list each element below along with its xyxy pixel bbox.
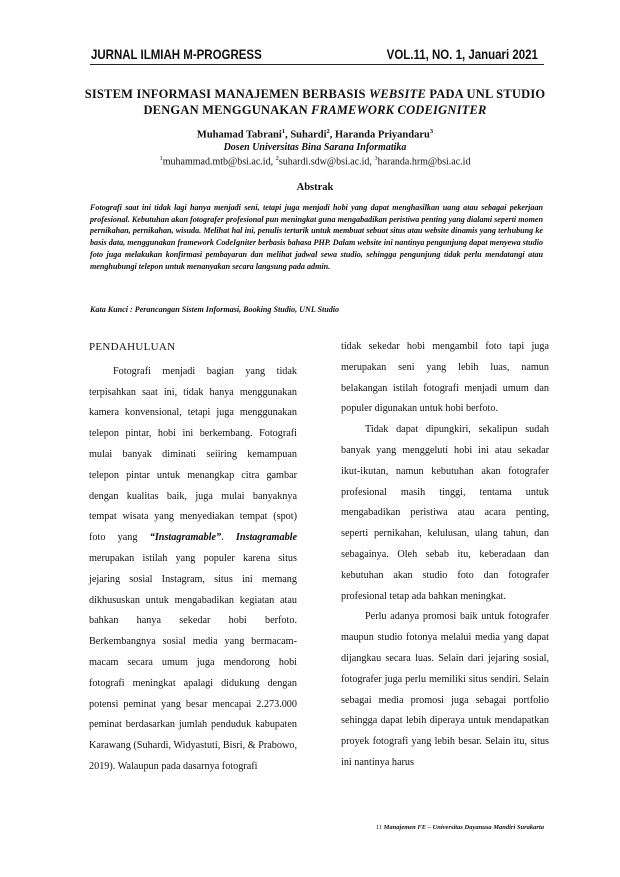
paragraph: Fotografi menjadi bagian yang tidak terpisahkan saat ini, tidak hanya menggunakan kamera konvensional, tetapi juga menggunakan telepon pintar, hobi ini berkembang. Fotografi mulai banyak diminati seiiring kemampuan telepon pintar untuk menangkap citra gambar dengan kualitas baik, juga mulai banyaknya tempat wisata yang menyediakan tempat (spot) foto yang “Instagramable”. Instagramable merupakan istilah yang populer karena situs jejaring sosial Instagram, situs ini memang dikhususkan untuk mengabadikan kegiatan atau bahkan hanya sekedar hobi berfoto. Berkembangnya sosial media yang bermacam-macam secara umum juga mendorong hobi fotografi meningkat apalagi didukung dengan potensi peminat yang besar mencapai 2.273.000 peminat berdasarkan jumlah penduduk kabupaten Karawang (Suhardi, Widyastuti, Bisri, & Prabowo, 2019). Walaupun pada dasarnya fotografi [89, 365, 298, 772]
affiliation: Dosen Universitas Bina Sarana Informatika [223, 142, 407, 153]
title-line-1: SISTEM INFORMASI MANAJEMEN BERBASIS WEBSITE PADA UNL STUDIO [84, 87, 546, 101]
header-divider [90, 64, 544, 65]
paragraph: Tidak dapat dipungkiri, sekalipun sudah banyak yang menggeluti hobi ini atau sekadar ikut-ikutan, namun kebutuhan akan fotografer profesional masih tinggi, tentama untuk mengabadikan peristiwa atau acara penting, seperti pernikahan, kelulusan, ulang tahun, dan sebagainya. Oleh sebab itu, keberadaan dan kebutuhan akan studio foto dan fotografer profesional tetap ada bahkan meningkat. [341, 424, 549, 602]
paragraph: tidak sekedar hobi mengambil foto tapi juga merupakan seni yang lebih luas, namun belakangan istilah fotografi menjadi umum dan populer digunakan untuk hobi berfoto. [341, 341, 549, 415]
author-list: Muhamad Tabrani$^1$, Suhardi$^2$, Haranda Priyandaru$^3$ [196, 128, 434, 141]
footer-text: Manajemen FE – Universitas Dayanusa Mandiri Surakarta [382, 824, 544, 831]
section-heading-pendahuluan: PENDAHULUAN [89, 341, 176, 353]
journal-volume: VOL.11, NO. 1, Januari 2021 [386, 46, 538, 62]
body-column-left [89, 337, 297, 778]
running-header [91, 40, 538, 62]
author-emails: $^1$muhammad.mtb@bsi.ac.id, $^2$suhardi.sdw@bsi.ac.id, $^3$haranda.hrm@bsi.ac.id [159, 155, 471, 168]
paragraph: Perlu adanya promosi baik untuk fotografer maupun studio fotonya melalui media yang dapat dijangkau secara luas. Selain dari jejaring sosial, fotografer juga perlu memiliki situs sendiri. Selain sebagai media promosi juga sebagai portfolio sehingga dapat lebih diperaya untuk mendapatkan proyek fotografi yang lebih besar. Selain itu, situs ini nantinya harus [341, 611, 549, 768]
journal-name: JURNAL ILMIAH M-PROGRESS [91, 46, 262, 62]
abstract-heading: Abstrak [296, 182, 334, 193]
keywords: Kata Kunci : Perancangan Sistem Informasi, Booking Studio, UNL Studio [90, 305, 340, 314]
page-footer [376, 824, 544, 831]
abstract-text: Fotografi saat ini tidak lagi hanya menjadi seni, tetapi juga menjadi hobi yang dapat menghasilkan uang atau sebagai pekerjaan profesional. Kebutuhan akan fotografer profesional pun meningkat guna mengabadikan peristiwa penting yang dialami seperti momen pernikahan, pernikahan, wisuda. Melihat hal ini, penulis tertarik untuk membuat sebuat situs atau website dinamis yang terhubung ke basis data, menggunakan framework CodeIgniter berbasis bahasa PHP. Dalam website ini nantinya pengunjung dapat menyewa studio foto juga melakukan konfirmasi pembayaran dan melihat jadwal sewa studio, sehingga pengunjung tidak perlu mendatangi atau menghubungi telepon untuk menanyakan secara langsung pada admin. [90, 203, 543, 271]
title-line-2: DENGAN MENGGUNAKAN FRAMEWORK CODEIGNITER [143, 102, 487, 117]
paper-title [80, 87, 550, 118]
page-number: 11 [375, 824, 382, 831]
body-column-right [341, 337, 549, 774]
